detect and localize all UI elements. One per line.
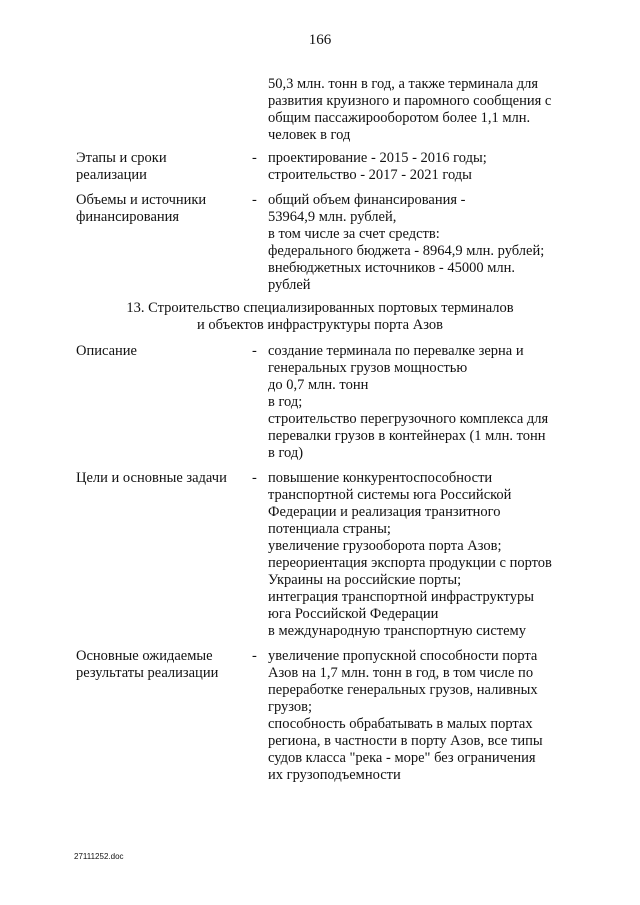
value-line: внебюджетных источников - 45000 млн. [268, 260, 516, 276]
value-line: общим пассажирооборотом более 1,1 млн. [268, 110, 531, 126]
stages-value [268, 150, 586, 184]
page-number: 166 [308, 32, 332, 48]
value-line: способность обрабатывать в малых портах [268, 716, 533, 732]
value-line: региона, в частности в порту Азов, все типы [268, 733, 543, 749]
continuation-value [268, 76, 586, 144]
value-line: рублей [268, 277, 311, 293]
value-line: потенциала страны; [268, 521, 391, 537]
value-line: генеральных грузов мощностью [268, 360, 468, 376]
value-line: увеличение пропускной способности порта [268, 648, 538, 664]
value-line: 53964,9 млн. рублей, [268, 209, 397, 225]
footer-filename: 27111252.doc [74, 852, 124, 861]
value-line: переработке генеральных грузов, наливных [268, 682, 538, 698]
label-line: Этапы и сроки [76, 150, 167, 166]
value-line: повышение конкурентоспособности [268, 470, 493, 486]
value-line: федерального бюджета - 8964,9 млн. рублей; [268, 243, 545, 259]
heading-line: 13. Строительство специализированных портовых терминалов [126, 300, 514, 316]
goals-value [268, 470, 586, 640]
value-line: в год) [268, 445, 304, 461]
value-line: грузов; [268, 699, 313, 715]
value-line: Азов на 1,7 млн. тонн в год, в том числе по [268, 665, 534, 681]
value-line: транспортной системы юга Российской [268, 487, 512, 503]
heading-line: и объектов инфраструктуры порта Азов [197, 317, 443, 333]
description-dash: - [252, 343, 257, 359]
stages-dash: - [252, 150, 257, 166]
value-line: создание терминала по перевалке зерна и [268, 343, 524, 359]
funding-dash: - [252, 192, 257, 208]
funding-value [268, 192, 586, 294]
funding-label [76, 192, 246, 226]
value-line: Украины на российские порты; [268, 572, 462, 588]
label-line: результаты реализации [76, 665, 219, 681]
label-line: реализации [76, 167, 147, 183]
value-line: переориентация экспорта продукции с портов [268, 555, 552, 571]
label-line: Основные ожидаемые [76, 648, 213, 664]
value-line: развития круизного и паромного сообщения с [268, 93, 552, 109]
value-line: в том числе за счет средств: [268, 226, 440, 242]
value-line: строительство - 2017 - 2021 годы [268, 167, 472, 183]
value-line: Федерации и реализация транзитного [268, 504, 501, 520]
description-value [268, 343, 586, 462]
value-line: юга Российской Федерации [268, 606, 439, 622]
value-line: 50,3 млн. тонн в год, а также терминала для [268, 76, 539, 92]
results-label [76, 648, 246, 682]
value-line: до 0,7 млн. тонн [268, 377, 369, 393]
description-label [76, 343, 246, 360]
goals-label [76, 470, 246, 487]
results-dash: - [252, 648, 257, 664]
value-line: в год; [268, 394, 303, 410]
value-line: в международную транспортную систему [268, 623, 526, 639]
label-line: Цели и основные задачи [76, 470, 227, 486]
value-line: увеличение грузооборота порта Азов; [268, 538, 502, 554]
stages-label [76, 150, 246, 184]
value-line: строительство перегрузочного комплекса для [268, 411, 549, 427]
value-line: проектирование - 2015 - 2016 годы; [268, 150, 487, 166]
value-line: перевалки грузов в контейнерах (1 млн. тонн [268, 428, 546, 444]
goals-dash: - [252, 470, 257, 486]
results-value [268, 648, 586, 784]
label-line: финансирования [76, 209, 180, 225]
value-line: интеграция транспортной инфраструктуры [268, 589, 535, 605]
value-line: общий объем финансирования - [268, 192, 466, 208]
label-line: Объемы и источники [76, 192, 207, 208]
value-line: человек в год [268, 127, 351, 143]
section-heading [76, 300, 564, 334]
value-line: судов класса "река - море" без ограничения [268, 750, 536, 766]
value-line: их грузоподъемности [268, 767, 401, 783]
label-line: Описание [76, 343, 137, 359]
